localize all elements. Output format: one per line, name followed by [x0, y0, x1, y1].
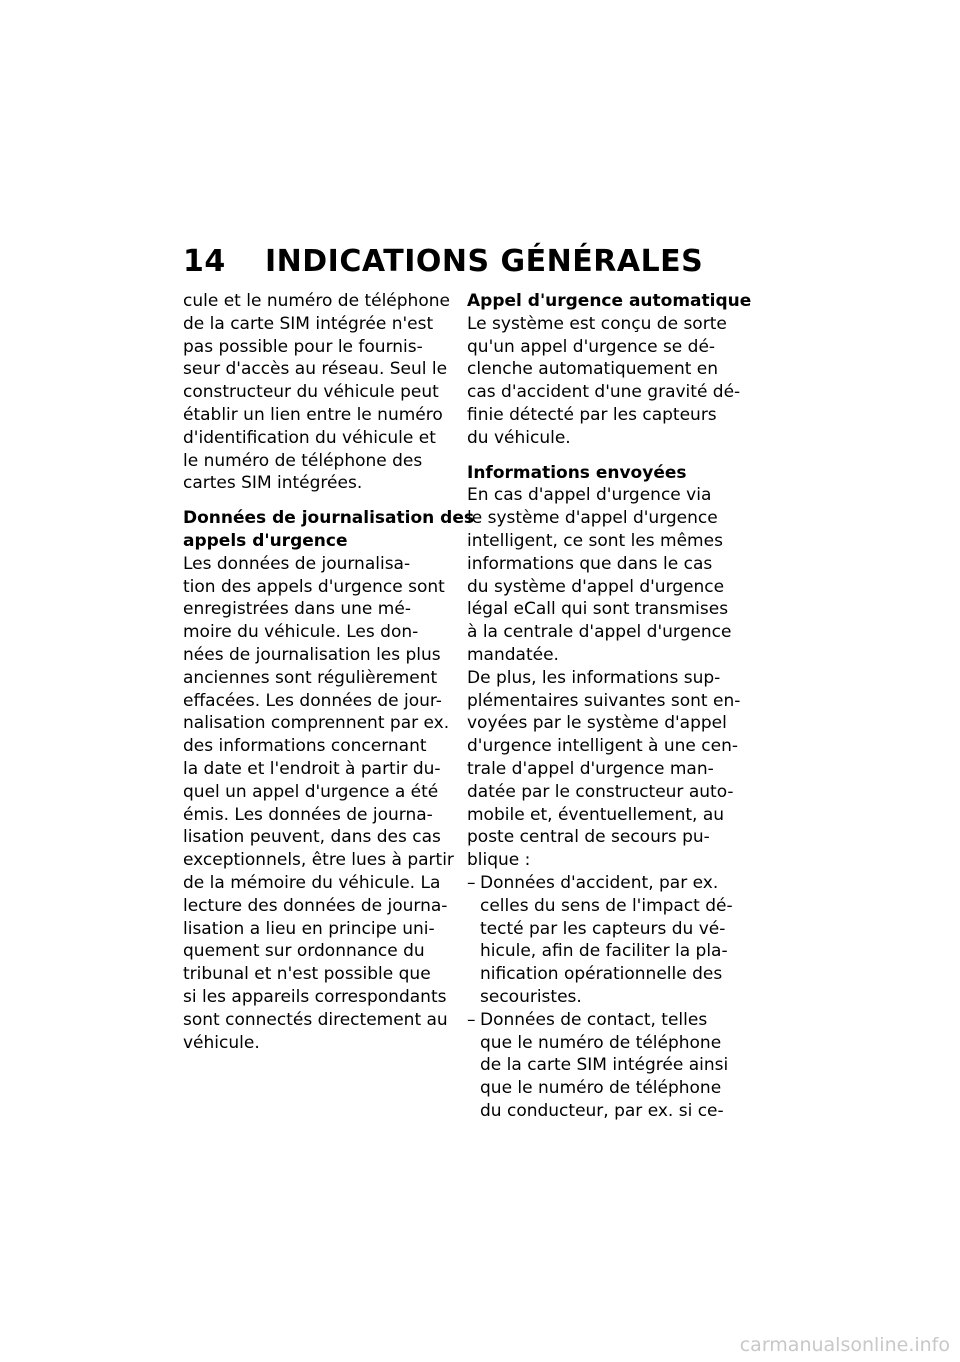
text-line: tion des appels d'urgence sont — [183, 576, 445, 597]
text-line: enregistrées dans une mé- — [183, 599, 411, 620]
text-line: clenche automatiquement en — [467, 359, 719, 380]
text-line: d'urgence intelligent à une cen- — [467, 736, 738, 757]
page-number: 14 — [183, 244, 226, 279]
text-line: nification opérationnelle des — [480, 964, 723, 985]
journalisation-paragraph — [183, 553, 454, 1055]
left-column — [183, 290, 474, 1054]
text-line: établir un lien entre le numéro — [183, 404, 443, 425]
bullet-list — [467, 872, 735, 1123]
text-line: secouristes. — [480, 986, 582, 1007]
list-item — [467, 872, 735, 1009]
section-heading-auto-call: Appel d'urgence automatique — [467, 291, 752, 311]
text-line: moire du véhicule. Les don- — [183, 622, 419, 643]
text-line: informations que dans le cas — [467, 553, 713, 574]
paragraph-gap — [467, 450, 735, 462]
intro-paragraph — [183, 290, 451, 495]
page-header — [183, 242, 743, 282]
right-column — [467, 290, 752, 1123]
text-line: du véhicule. — [467, 427, 571, 448]
text-line: des informations concernant — [183, 736, 427, 757]
text-line: trale d'appel d'urgence man- — [467, 758, 714, 779]
text-line: quel un appel d'urgence a été — [183, 781, 439, 802]
text-line: à la centrale d'appel d'urgence — [467, 622, 732, 643]
text-line: lisation peuvent, dans des cas — [183, 827, 441, 848]
auto-call-paragraph — [467, 313, 741, 450]
text-line: véhicule. — [183, 1032, 260, 1053]
text-line: plémentaires suivantes sont en- — [467, 690, 741, 711]
heading-line: Données de journalisation des — [183, 508, 474, 529]
text-line: que le numéro de téléphone — [480, 1078, 722, 1099]
text-line: cule et le numéro de téléphone — [183, 291, 450, 311]
text-line: exceptionnels, être lues à partir — [183, 850, 454, 871]
text-line: finie détecté par les capteurs — [467, 404, 717, 425]
text-line: constructeur du véhicule peut — [183, 382, 439, 403]
text-line: mobile et, éventuellement, au — [467, 804, 725, 825]
list-item — [467, 1009, 735, 1123]
page-title: INDICATIONS GÉNÉRALES — [265, 244, 704, 279]
text-line: mandatée. — [467, 644, 559, 665]
text-line: de la mémoire du véhicule. La — [183, 872, 441, 893]
text-line: le système d'appel d'urgence — [467, 508, 718, 529]
bullet-marker: – — [467, 872, 476, 893]
text-line: d'identification du véhicule et — [183, 427, 436, 448]
text-line: tribunal et n'est possible que — [183, 964, 431, 985]
text-line: de la carte SIM intégrée ainsi — [480, 1055, 729, 1076]
text-line: la date et l'endroit à partir du- — [183, 758, 441, 779]
text-line: quement sur ordonnance du — [183, 941, 425, 962]
text-line: effacées. Les données de jour- — [183, 690, 442, 711]
text-line: seur d'accès au réseau. Seul le — [183, 359, 448, 380]
text-line: Données d'accident, par ex. — [480, 872, 719, 893]
text-line: anciennes sont régulièrement — [183, 667, 438, 688]
section-heading-info: Informations envoyées — [467, 462, 687, 483]
section-heading-journalisation — [183, 507, 474, 553]
text-line: qu'un appel d'urgence se dé- — [467, 336, 716, 357]
text-line: cartes SIM intégrées. — [183, 473, 363, 494]
text-line: intelligent, ce sont les mêmes — [467, 530, 723, 551]
text-line: émis. Les données de journa- — [183, 804, 433, 825]
text-line: du conducteur, par ex. si ce- — [480, 1100, 724, 1121]
list-item-text — [467, 872, 735, 1009]
text-line: légal eCall qui sont transmises — [467, 599, 729, 620]
text-line: Données de contact, telles — [480, 1009, 708, 1030]
text-line: Le système est conçu de sorte — [467, 313, 727, 334]
text-line: De plus, les informations sup- — [467, 667, 721, 688]
text-line: tecté par les capteurs du vé- — [480, 918, 726, 939]
text-line: En cas d'appel d'urgence via — [467, 485, 712, 506]
text-line: Les données de journalisa- — [183, 553, 411, 574]
text-line: poste central de secours pu- — [467, 827, 710, 848]
text-line: si les appareils correspondants — [183, 986, 447, 1007]
text-line: lecture des données de journa- — [183, 895, 448, 916]
text-line: lisation a lieu en principe uni- — [183, 918, 435, 939]
text-line: voyées par le système d'appel — [467, 713, 727, 734]
info-paragraph — [467, 484, 741, 872]
text-line: pas possible pour le fournis- — [183, 336, 423, 357]
text-line: blique : — [467, 850, 531, 871]
text-line: nalisation comprennent par ex. — [183, 713, 450, 734]
list-item-text — [467, 1009, 735, 1123]
text-line: celles du sens de l'impact dé- — [480, 895, 733, 916]
text-line: hicule, afin de faciliter la pla- — [480, 941, 728, 962]
bullet-marker: – — [467, 1009, 476, 1030]
text-line: sont connectés directement au — [183, 1009, 448, 1030]
text-line: datée par le constructeur auto- — [467, 781, 734, 802]
text-line: du système d'appel d'urgence — [467, 576, 725, 597]
text-line: nées de journalisation les plus — [183, 644, 441, 665]
text-line: cas d'accident d'une gravité dé- — [467, 382, 741, 403]
paragraph-gap — [183, 495, 451, 507]
text-line: de la carte SIM intégrée n'est — [183, 313, 434, 334]
text-line: le numéro de téléphone des — [183, 450, 423, 471]
watermark: carmanualsonline.info — [739, 1334, 950, 1356]
heading-line: appels d'urgence — [183, 530, 348, 551]
text-line: que le numéro de téléphone — [480, 1032, 722, 1053]
